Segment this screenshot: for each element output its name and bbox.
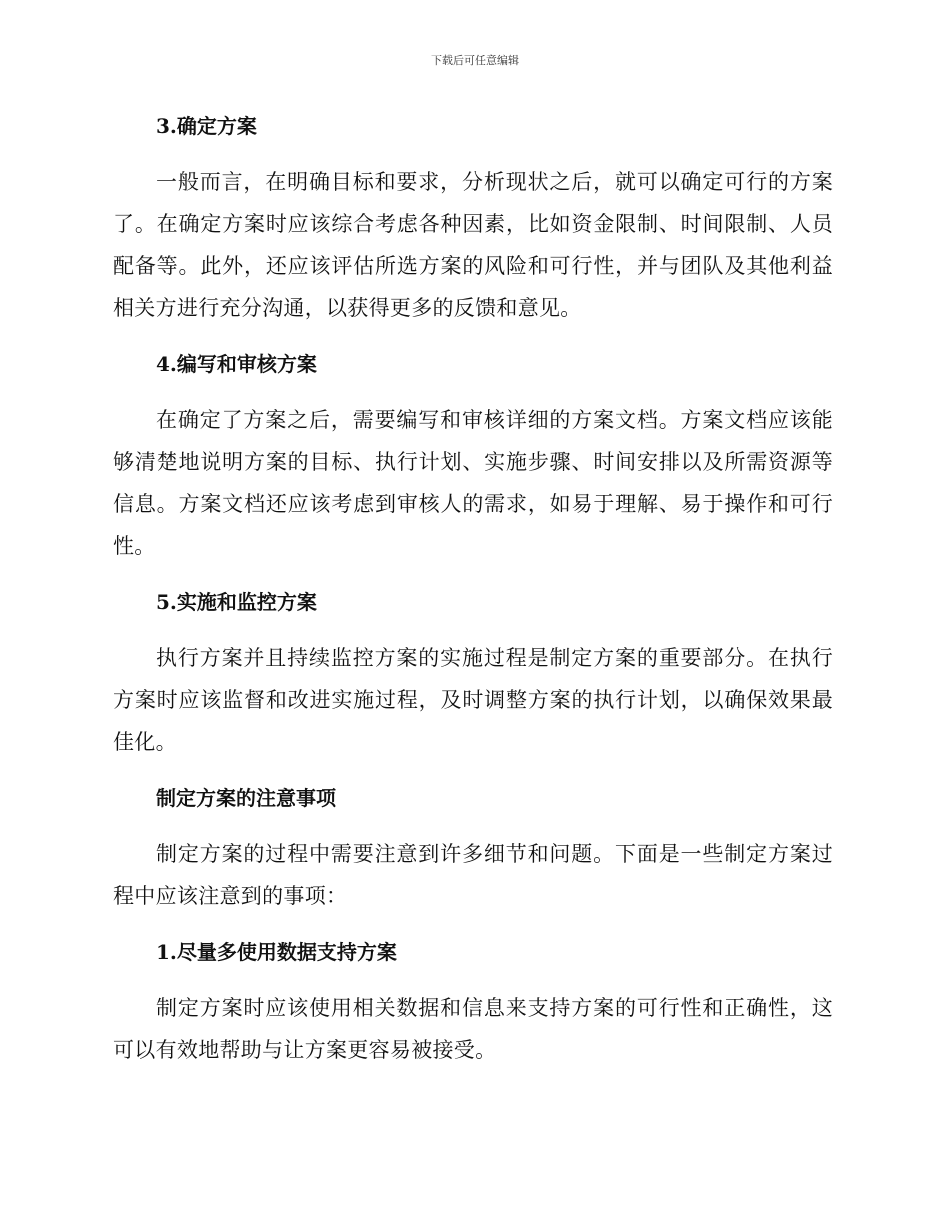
section-paragraph-implement-monitor-plan: 执行方案并且持续监控方案的实施过程是制定方案的重要部分。在执行方案时应该监督和改进实施过程，及时调整方案的执行计划，以确保效果最佳化。 xyxy=(113,646,833,754)
section-paragraph-precautions: 制定方案的过程中需要注意到许多细节和问题。下面是一些制定方案过程中应该注意到的事项： xyxy=(113,842,833,908)
section-paragraph-determine-plan: 一般而言，在明确目标和要求，分析现状之后，就可以确定可行的方案了。在确定方案时应该综合考虑各种因素，比如资金限制、时间限制、人员配备等。此外，还应该评估所选方案的风险和可行性，并与团队及其他利益相关方进行充分沟通，以获得更多的反馈和意见。 xyxy=(113,170,833,320)
page-header-note: 下载后可任意编辑 xyxy=(431,54,519,67)
section-paragraph-use-data: 制定方案时应该使用相关数据和信息来支持方案的可行性和正确性，这可以有效地帮助与让方案更容易被接受。 xyxy=(113,996,833,1062)
document-body xyxy=(113,105,833,1085)
section-paragraph-write-review-plan: 在确定了方案之后，需要编写和审核详细的方案文档。方案文档应该能够清楚地说明方案的目标、执行计划、实施步骤、时间安排以及所需资源等信息。方案文档还应该考虑到审核人的需求，如易于理解、易于操作和可行性。 xyxy=(113,408,833,558)
section-heading-use-data: 1.尽量多使用数据支持方案 xyxy=(156,940,397,964)
section-heading-precautions: 制定方案的注意事项 xyxy=(156,786,336,810)
section-heading-implement-monitor-plan: 5.实施和监控方案 xyxy=(156,590,317,614)
section-heading-determine-plan: 3.确定方案 xyxy=(156,114,257,138)
section-heading-write-review-plan: 4.编写和审核方案 xyxy=(156,352,317,376)
